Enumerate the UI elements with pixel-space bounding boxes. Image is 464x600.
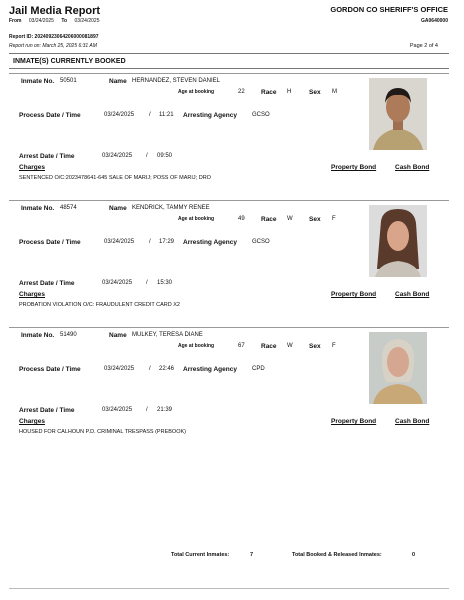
inmate-sex: F — [332, 216, 336, 222]
age-label: Age at booking — [178, 343, 215, 349]
process-date: 03/24/2025 — [104, 239, 135, 245]
date-range — [9, 18, 105, 24]
inmate-no: 50501 — [60, 78, 77, 84]
mugshot-image — [369, 78, 427, 150]
inmate-name: MULKEY, TERESA DIANE — [132, 332, 203, 338]
to-label: To — [61, 18, 68, 24]
name-label: Name — [109, 205, 127, 212]
process-time: 17:29 — [159, 239, 175, 245]
page-number: Page 2 of 4 — [409, 43, 438, 49]
arrest-label: Arrest Date / Time — [19, 407, 75, 414]
sex-label: Sex — [309, 216, 321, 223]
property-bond-label: Property Bond — [331, 164, 377, 171]
office-name: GORDON CO SHERIFF'S OFFICE — [330, 5, 448, 14]
slash: / — [149, 366, 151, 372]
inmate-no-label: Inmate No. — [21, 332, 55, 339]
age-label: Age at booking — [178, 89, 215, 95]
total-current-value: 7 — [250, 552, 254, 558]
slash: / — [149, 239, 151, 245]
process-label: Process Date / Time — [19, 239, 81, 246]
section-header — [9, 53, 449, 69]
process-date: 03/24/2025 — [104, 366, 135, 372]
cash-bond-label: Cash Bond — [395, 164, 430, 171]
inmate-sex: M — [332, 89, 337, 95]
race-label: Race — [261, 216, 277, 223]
report-run-on: Report run on: March 25, 2025 6:31 AM — [9, 43, 97, 49]
report-title: Jail Media Report — [9, 5, 101, 17]
process-time: 11:21 — [159, 112, 174, 118]
arrest-label: Arrest Date / Time — [19, 153, 75, 160]
bottom-rule — [9, 588, 449, 589]
inmate-race: W — [287, 216, 293, 222]
cash-bond-label: Cash Bond — [395, 291, 430, 298]
property-bond-label: Property Bond — [331, 291, 377, 298]
sex-label: Sex — [309, 343, 321, 350]
inmate-no-label: Inmate No. — [21, 78, 55, 85]
total-released-value: 0 — [412, 552, 416, 558]
inmate-sex: F — [332, 343, 336, 349]
agency-label: Arresting Agency — [183, 366, 237, 373]
to-date: 03/24/2025 — [74, 18, 100, 24]
age-label: Age at booking — [178, 216, 215, 222]
property-bond-label: Property Bond — [331, 418, 377, 425]
charge-description: HOUSED FOR CALHOUN P.D. CRIMINAL TRESPASS (PREBOOK) — [19, 429, 186, 435]
inmate-age: 49 — [238, 216, 245, 222]
section-title: INMATE(S) CURRENTLY BOOKED — [13, 58, 126, 65]
name-label: Name — [109, 78, 127, 85]
inmate-no-label: Inmate No. — [21, 205, 55, 212]
arrest-date: 03/24/2025 — [102, 407, 133, 413]
report-id: Report ID: 20240923064206000081897 — [9, 34, 99, 40]
inmate-no: 51490 — [60, 332, 77, 338]
inmate-record — [9, 327, 449, 451]
inmate-name: HERNANDEZ, STEVEN DANIEL — [132, 78, 221, 84]
arrest-time: 09:50 — [157, 153, 173, 159]
inmate-race: H — [287, 89, 292, 95]
mugshot-image — [369, 205, 427, 277]
from-date: 03/24/2025 — [28, 18, 54, 24]
mugshot-image — [369, 332, 427, 404]
total-released-label: Total Booked & Released Inmates: — [292, 552, 382, 558]
mugshot-photo — [369, 78, 427, 150]
arrest-date: 03/24/2025 — [102, 153, 133, 159]
arresting-agency: GCSO — [252, 112, 270, 118]
arresting-agency: GCSO — [252, 239, 270, 245]
slash: / — [146, 280, 148, 286]
arrest-time: 15:30 — [157, 280, 173, 286]
slash: / — [146, 153, 148, 159]
mugshot-photo — [369, 205, 427, 277]
inmate-race: W — [287, 343, 293, 349]
inmate-age: 67 — [238, 343, 245, 349]
name-label: Name — [109, 332, 127, 339]
sex-label: Sex — [309, 89, 321, 96]
from-label: From — [9, 18, 22, 24]
race-label: Race — [261, 89, 277, 96]
inmate-record — [9, 73, 449, 197]
photo-face — [387, 221, 409, 251]
slash: / — [146, 407, 148, 413]
inmate-record — [9, 200, 449, 324]
agency-label: Arresting Agency — [183, 112, 237, 119]
cash-bond-label: Cash Bond — [395, 418, 430, 425]
arrest-time: 21:39 — [157, 407, 173, 413]
mugshot-photo — [369, 332, 427, 404]
agency-label: Arresting Agency — [183, 239, 237, 246]
inmate-no: 48574 — [60, 205, 77, 211]
total-current-label: Total Current Inmates: — [171, 552, 230, 558]
race-label: Race — [261, 343, 277, 350]
charges-label: Charges — [19, 164, 46, 171]
process-label: Process Date / Time — [19, 366, 81, 373]
process-date: 03/24/2025 — [104, 112, 135, 118]
process-label: Process Date / Time — [19, 112, 81, 119]
arrest-label: Arrest Date / Time — [19, 280, 75, 287]
slash: / — [149, 112, 151, 118]
process-time: 22:46 — [159, 366, 175, 372]
charge-description: SENTENCED O/C:2023478641-645 SALE OF MARIJ; POSS OF MARIJ; DRO — [19, 175, 211, 181]
charges-label: Charges — [19, 418, 46, 425]
inmate-name: KENDRICK, TAMMY RENEE — [132, 205, 210, 211]
charges-label: Charges — [19, 291, 46, 298]
inmate-age: 22 — [238, 89, 245, 95]
arresting-agency: CPD — [252, 366, 265, 372]
agency-code: GA0640000 — [421, 18, 448, 24]
arrest-date: 03/24/2025 — [102, 280, 133, 286]
charge-description: PROBATION VIOLATION O/C: FRAUDULENT CREDIT CARD X2 — [19, 302, 180, 308]
photo-face — [387, 347, 409, 377]
